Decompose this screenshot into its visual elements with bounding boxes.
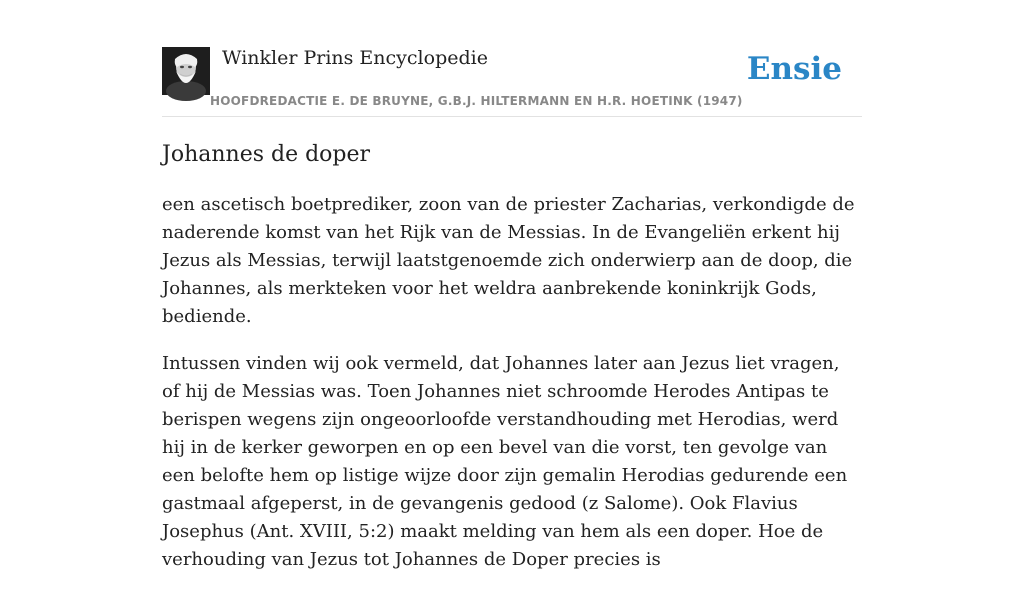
author-avatar[interactable] (162, 47, 210, 95)
article (162, 140, 862, 593)
bearded-man-portrait-icon (162, 47, 210, 95)
ensie-logo[interactable]: Ensie (746, 51, 842, 87)
article-paragraph: Intussen vinden wij ook vermeld, dat Johannes later aan Jezus liet vragen, of hij de Messias was. Toen Johannes niet schroomde Herodes Antipas te berispen wegens zijn ongeoorloofde verstandhouding met Herodias, werd hij in de kerker geworpen en op een bevel van die vorst, ten gevolge van een belofte hem op listige wijze door zijn gemalin Herodias gedurende een gastmaal afgeperst, in de gevangenis gedood (z Salome). Ook Flavius Josephus (Ant. XVIII, 5:2) maakt melding van hem als een doper. Hoe de verhouding van Jezus tot Johannes de Doper precies is (162, 353, 848, 570)
article-paragraph: een ascetisch boetprediker, zoon van de priester Zacharias, verkondigde de naderende komst van het Rijk van de Messias. In de Evangeliën erkent hij Jezus als Messias, terwijl laatstgenoemde zich onderwierp aan de doop, die Johannes, als merkteken voor het weldra aanbrekende koninkrijk Gods, bediende. (162, 194, 855, 327)
source-header (162, 46, 862, 117)
source-subtitle: HOOFDREDACTIE E. DE BRUYNE, G.B.J. HILTERMANN EN H.R. HOETINK (1947) (210, 94, 743, 108)
source-title[interactable]: Winkler Prins Encyclopedie (222, 47, 488, 69)
article-title: Johannes de doper (162, 142, 371, 167)
